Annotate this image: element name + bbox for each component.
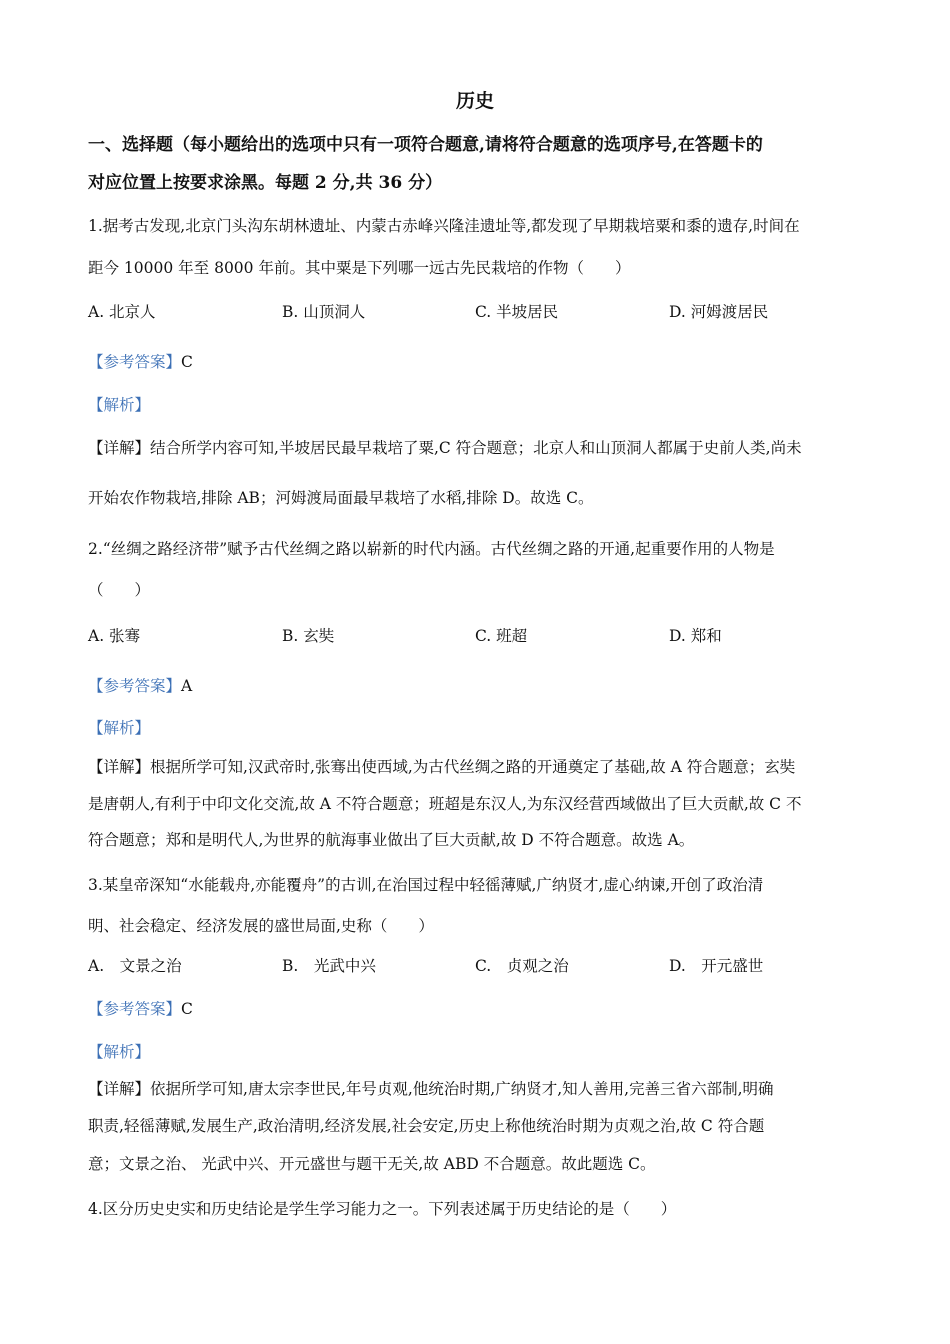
detail-label: 【详解】 xyxy=(88,1080,151,1098)
q1-option-d: D. 河姆渡居民 xyxy=(669,303,769,321)
q3-detail-line3: 意；文景之治、 光武中兴、开元盛世与题干无关,故 ABD 不合题意。故此题选 C。 xyxy=(88,1155,656,1173)
q1-analysis-label: 【解析】 xyxy=(88,396,151,414)
ref-answer-label: 【参考答案】 xyxy=(88,677,182,695)
q3-option-a: A. 文景之治 xyxy=(88,957,182,975)
q2-option-d: D. 郑和 xyxy=(669,627,722,645)
q3-option-d: D. 开元盛世 xyxy=(669,957,764,975)
section-heading-line2: 对应位置上按要求涂黑。每题 2 分,共 36 分） xyxy=(88,173,443,193)
q2-detail-text: 根据所学可知,汉武帝时,张骞出使西域,为古代丝绸之路的开通奠定了基础,故 A 符合题意；玄奘 xyxy=(150,758,796,776)
ref-answer-label: 【参考答案】 xyxy=(88,353,182,371)
q3-detail-line1 xyxy=(88,1077,774,1099)
q2-stem-line1: 2.“丝绸之路经济带”赋予古代丝绸之路以崭新的时代内涵。古代丝绸之路的开通,起重要作用的人物是 xyxy=(88,540,775,558)
q3-detail-text: 依据所学可知,唐太宗李世民,年号贞观,他统治时期,广纳贤才,知人善用,完善三省六部制,明确 xyxy=(150,1080,774,1098)
page-title: 历史 xyxy=(455,90,494,112)
q3-option-b: B. 光武中兴 xyxy=(282,957,376,975)
q1-detail-line1 xyxy=(88,436,802,458)
q2-stem-line2: （ ） xyxy=(88,581,151,599)
q2-answer: A xyxy=(181,677,193,695)
q3-stem-line1: 3.某皇帝深知“水能载舟,亦能覆舟”的古训,在治国过程中轻徭薄赋,广纳贤才,虚心纳谏,开创了政治清 xyxy=(88,876,764,894)
q3-answer: C xyxy=(181,1000,193,1018)
q3-stem-line2: 明、社会稳定、经济发展的盛世局面,史称（ ） xyxy=(88,917,434,935)
q2-detail-line3: 符合题意；郑和是明代人,为世界的航海事业做出了巨大贡献,故 D 不符合题意。故选 A。 xyxy=(88,831,695,849)
ref-answer-label: 【参考答案】 xyxy=(88,1000,182,1018)
q2-option-a: A. 张骞 xyxy=(88,627,141,645)
q2-option-c: C. 班超 xyxy=(475,627,528,645)
q1-answer-row xyxy=(88,350,193,372)
q1-detail-line2: 开始农作物栽培,排除 AB；河姆渡局面最早栽培了水稻,排除 D。故选 C。 xyxy=(88,489,594,507)
q3-answer-row xyxy=(88,997,193,1019)
section-heading-line1: 一、选择题（每小题给出的选项中只有一项符合题意,请将符合题意的选项序号,在答题卡的 xyxy=(88,135,763,155)
q1-stem-line1: 1.据考古发现,北京门头沟东胡林遗址、内蒙古赤峰兴隆洼遗址等,都发现了早期栽培粟和黍的遗存,时间在 xyxy=(88,217,800,235)
q3-analysis-label: 【解析】 xyxy=(88,1043,151,1061)
q1-stem-line2: 距今 10000 年至 8000 年前。其中粟是下列哪一远古先民栽培的作物（ ） xyxy=(88,259,631,277)
q1-detail-text: 结合所学内容可知,半坡居民最早栽培了粟,C 符合题意；北京人和山顶洞人都属于史前人类,尚未 xyxy=(150,439,802,457)
q2-detail-line2: 是唐朝人,有利于中印文化交流,故 A 不符合题意；班超是东汉人,为东汉经营西域做出了巨大贡献,故 C 不 xyxy=(88,795,802,813)
q1-option-c: C. 半坡居民 xyxy=(475,303,559,321)
detail-label: 【详解】 xyxy=(88,439,151,457)
q3-detail-line2: 职责,轻徭薄赋,发展生产,政治清明,经济发展,社会安定,历史上称他统治时期为贞观之治,故 C 符合题 xyxy=(88,1117,765,1135)
detail-label: 【详解】 xyxy=(88,758,151,776)
q4-stem-line1: 4.区分历史史实和历史结论是学生学习能力之一。下列表述属于历史结论的是（ ） xyxy=(88,1200,677,1218)
q2-detail-line1 xyxy=(88,755,795,777)
q2-option-b: B. 玄奘 xyxy=(282,627,335,645)
q3-option-c: C. 贞观之治 xyxy=(475,957,569,975)
q2-analysis-label: 【解析】 xyxy=(88,719,151,737)
q1-option-b: B. 山顶洞人 xyxy=(282,303,366,321)
q1-answer: C xyxy=(181,353,193,371)
q2-answer-row xyxy=(88,674,192,696)
q1-option-a: A. 北京人 xyxy=(88,303,156,321)
